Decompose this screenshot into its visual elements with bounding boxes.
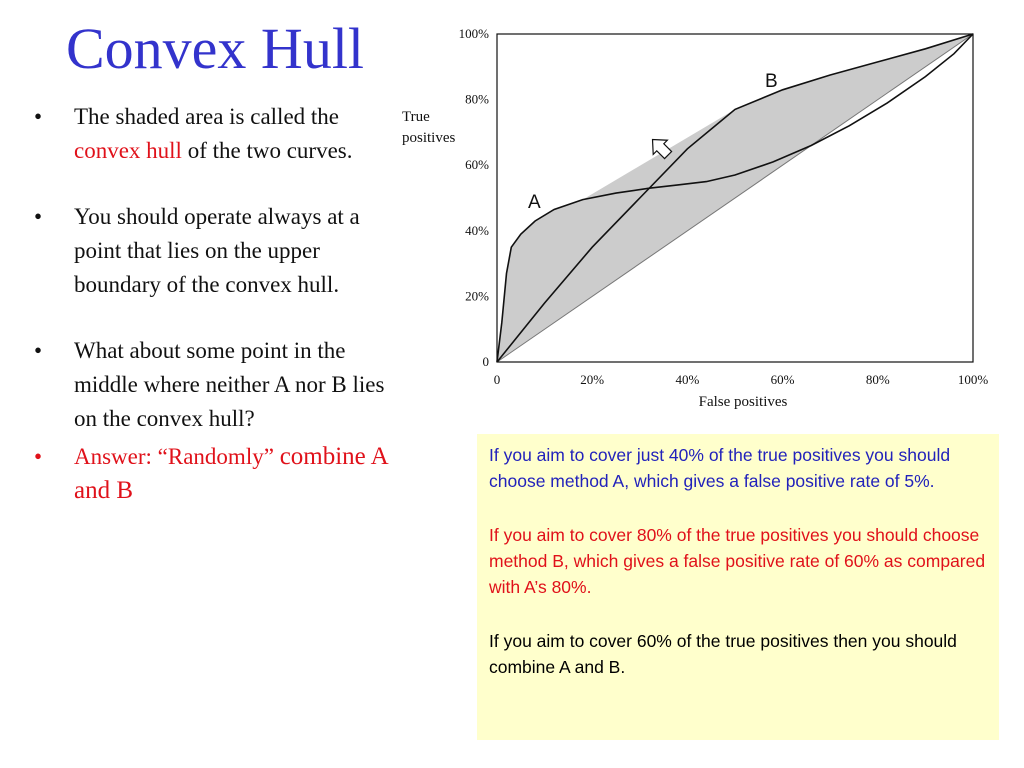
x-tick-label: 0 — [493, 372, 501, 387]
convex-hull-term: convex hull — [74, 138, 182, 163]
x-tick-label: 20% — [580, 372, 605, 387]
roc-chart — [395, 20, 1007, 415]
y-axis-ticks — [459, 26, 490, 369]
bullet-item-convex-hull — [34, 100, 394, 168]
y-tick-label: 40% — [465, 222, 489, 238]
y-axis-label-line2: positives — [402, 130, 456, 146]
x-tick-label: 80% — [865, 372, 890, 387]
explanation-box — [477, 434, 999, 740]
bullet-list — [34, 100, 394, 508]
y-tick-label: 20% — [465, 288, 489, 304]
bullet-item-operate — [34, 200, 394, 302]
x-tick-label: 40% — [675, 372, 700, 387]
y-axis-label-line1: True — [402, 109, 430, 125]
bullet-text: What about some point in the middle where neither A nor B lies on the convex hull? — [74, 338, 385, 431]
answer-text-emphasis: combine A and B — [74, 443, 388, 504]
note-method-b: If you aim to cover 80% of the true positives you should choose method B, which gives a false positive rate of 60% as compared with A’s 80%. — [489, 525, 986, 597]
bullet-item-answer — [34, 440, 394, 508]
x-tick-label: 60% — [770, 372, 795, 387]
answer-text: Answer: “Randomly” — [74, 444, 280, 469]
bullet-marker: • — [34, 104, 43, 129]
x-axis-label: False positives — [698, 394, 788, 410]
slide-title: Convex Hull — [66, 16, 365, 81]
bullet-marker: • — [34, 338, 43, 363]
y-tick-label: 60% — [465, 157, 489, 173]
bullet-text: The shaded area is called the — [74, 104, 340, 129]
x-axis-ticks — [494, 372, 989, 387]
bullet-text: of the two curves. — [181, 138, 353, 163]
curve-label-b: B — [765, 71, 778, 92]
bullet-marker: • — [34, 444, 43, 469]
diagonal-line — [497, 34, 973, 362]
x-tick-label: 100% — [957, 372, 989, 387]
bullet-marker: • — [34, 204, 43, 229]
note-combine: If you aim to cover 60% of the true positives then you should combine A and B. — [489, 631, 957, 677]
curve-label-a: A — [528, 192, 541, 213]
bullet-text: You should operate always at a point that lies on the upper boundary of the convex hull. — [74, 204, 360, 297]
y-tick-label: 80% — [465, 91, 489, 107]
y-tick-label: 100% — [458, 26, 489, 41]
y-tick-label: 0 — [482, 354, 489, 369]
note-method-a: If you aim to cover just 40% of the true positives you should choose method A, which gives a false positive rate of 5%. — [489, 445, 951, 491]
bullet-item-question — [34, 334, 394, 436]
